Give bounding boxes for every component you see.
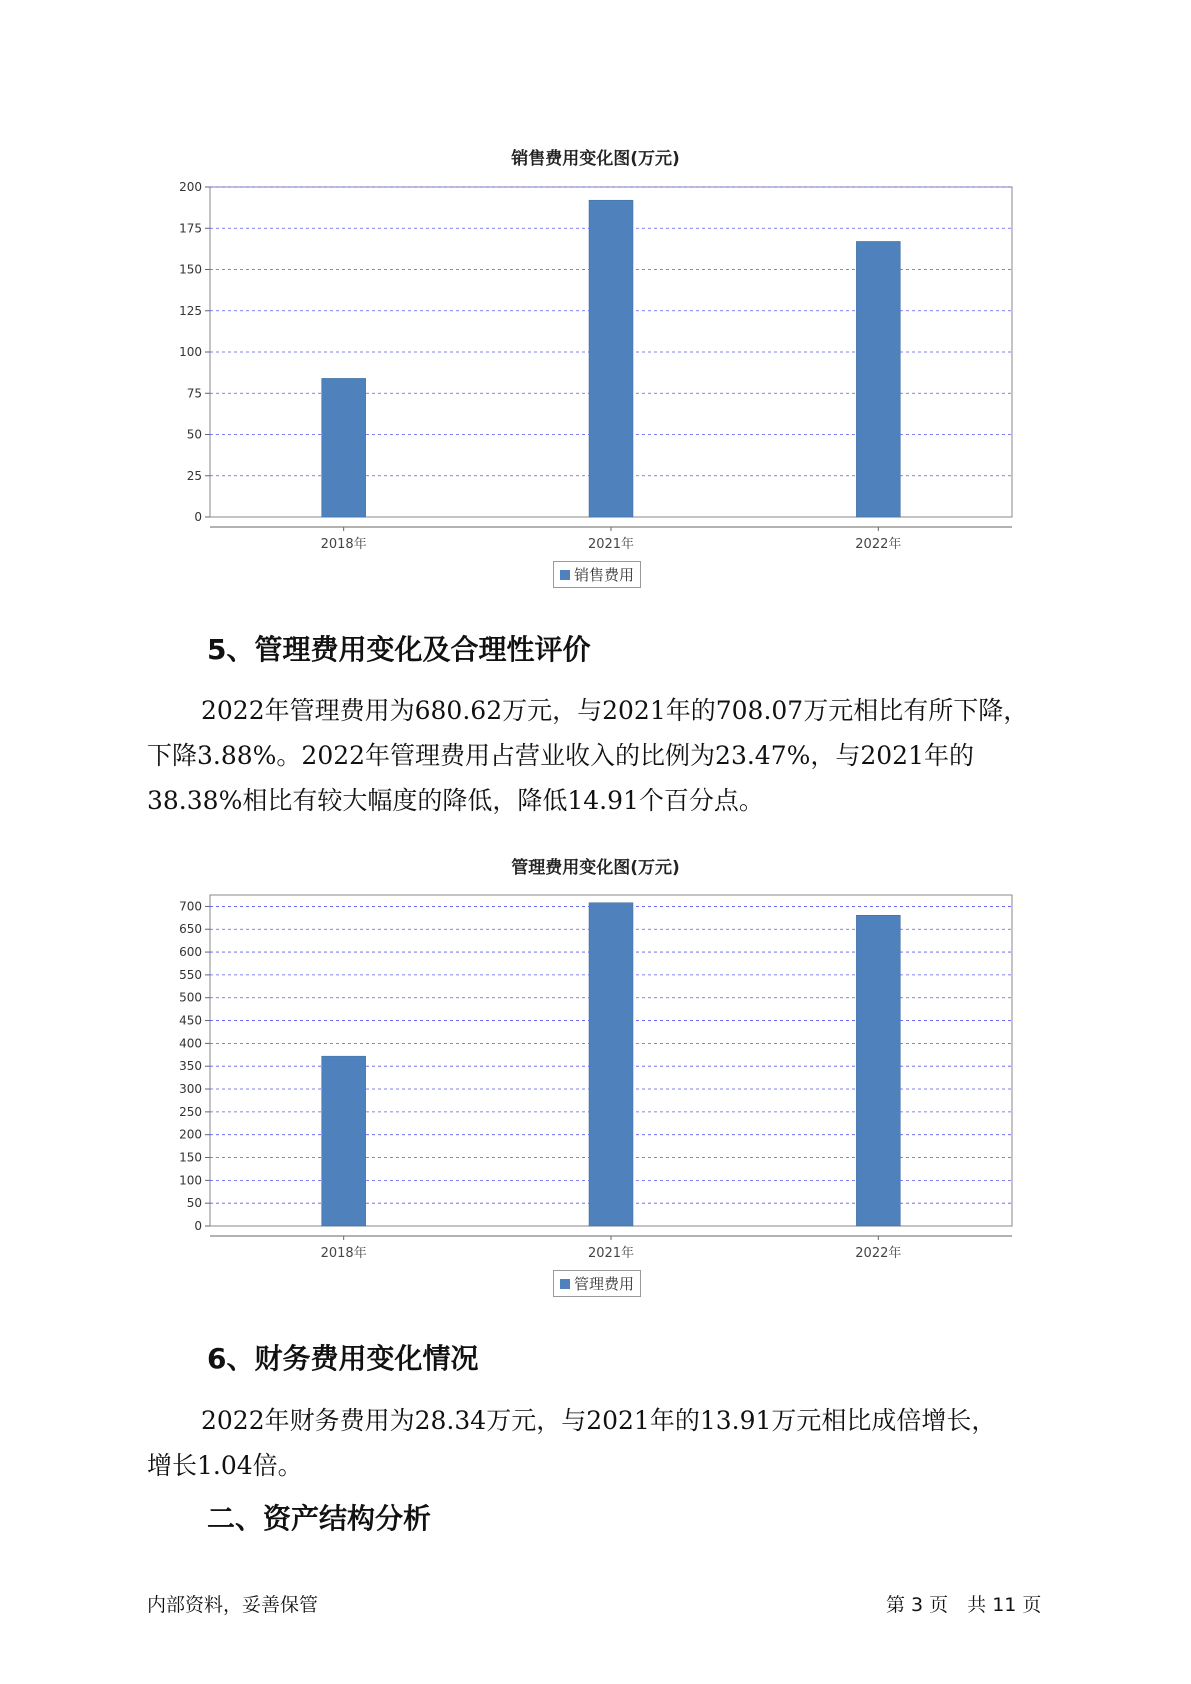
paragraph-line: 2022年财务费用为28.34万元，与2021年的13.91万元相比成倍增长，	[201, 1406, 997, 1435]
bar	[856, 241, 900, 517]
y-tick-label: 550	[179, 967, 202, 982]
y-tick-label: 200	[179, 1127, 202, 1142]
y-tick-label: 600	[179, 945, 202, 960]
paragraph-line: 下降3.88%。2022年管理费用占营业收入的比例为23.47%，与2021年的	[147, 741, 974, 770]
paragraph-line: 38.38%相比有较大幅度的降低，降低14.91个百分点。	[147, 786, 764, 815]
x-tick-label: 2018年	[320, 537, 367, 550]
chart2-legend-label: 管理费用	[574, 1275, 635, 1293]
section5-heading: 5、管理费用变化及合理性评价	[207, 633, 591, 666]
assets-section-heading: 二、资产结构分析	[207, 1502, 432, 1535]
admin-expense-chart	[0, 880, 1191, 1280]
y-tick-label: 25	[186, 468, 202, 483]
sales-expense-chart	[0, 170, 1191, 550]
y-tick-label: 300	[179, 1082, 202, 1097]
y-tick-label: 150	[179, 262, 202, 277]
y-tick-label: 175	[179, 221, 202, 236]
y-tick-label: 450	[179, 1013, 202, 1028]
chart2-legend	[553, 1270, 641, 1297]
paragraph-line: 增长1.04倍。	[147, 1451, 303, 1480]
bar	[322, 378, 366, 517]
y-tick-label: 125	[179, 303, 202, 318]
chart1-legend	[553, 561, 641, 588]
bar	[856, 915, 900, 1226]
y-tick-label: 75	[186, 386, 202, 401]
legend-swatch	[560, 1279, 570, 1289]
y-tick-label: 700	[179, 899, 202, 914]
y-tick-label: 200	[179, 180, 202, 194]
section6-paragraph	[147, 1398, 1067, 1488]
x-tick-label: 2021年	[587, 537, 635, 550]
x-tick-label: 2021年	[587, 1246, 635, 1261]
y-tick-label: 100	[179, 1173, 202, 1188]
y-tick-label: 50	[186, 1196, 202, 1211]
footer-page-number: 第 3 页 共 11 页	[886, 1594, 1042, 1616]
section6-heading: 6、财务费用变化情况	[207, 1342, 479, 1375]
legend-swatch	[560, 570, 570, 580]
chart1-title: 销售费用变化图(万元)	[511, 149, 680, 169]
x-tick-label: 2018年	[320, 1246, 367, 1261]
x-tick-label: 2022年	[855, 1246, 902, 1261]
y-tick-label: 150	[179, 1150, 202, 1165]
paragraph-line: 2022年管理费用为680.62万元，与2021年的708.07万元相比有所下降，	[201, 696, 1029, 725]
y-tick-label: 0	[194, 1219, 202, 1233]
chart2-title: 管理费用变化图(万元)	[511, 858, 680, 878]
footer-confidential: 内部资料，妥善保管	[147, 1594, 319, 1616]
section5-paragraph	[147, 688, 1067, 823]
y-tick-label: 50	[186, 427, 202, 442]
y-tick-label: 500	[179, 990, 202, 1005]
y-tick-label: 0	[194, 510, 202, 524]
y-tick-label: 400	[179, 1036, 202, 1051]
y-tick-label: 350	[179, 1059, 202, 1074]
chart1-legend-label: 销售费用	[574, 566, 635, 584]
y-tick-label: 250	[179, 1104, 202, 1119]
bar	[589, 903, 633, 1226]
bar	[589, 200, 633, 517]
y-tick-label: 100	[179, 345, 202, 359]
bar	[322, 1056, 366, 1226]
y-tick-label: 650	[179, 922, 202, 937]
x-tick-label: 2022年	[855, 537, 902, 550]
